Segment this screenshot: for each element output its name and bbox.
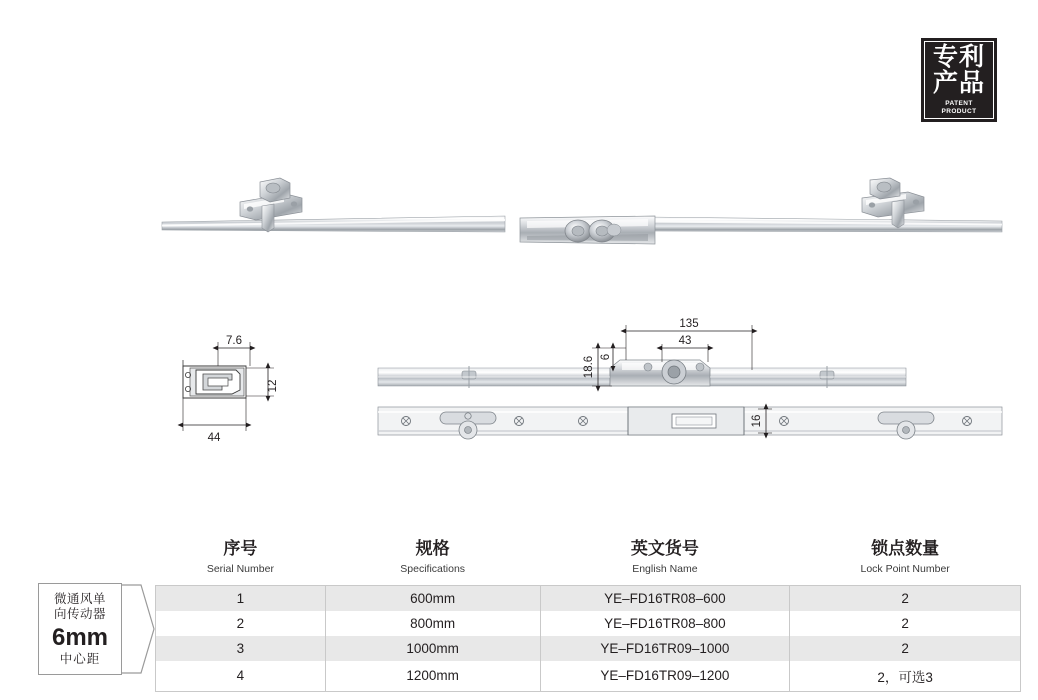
dimension-135: 135 xyxy=(679,318,699,330)
column-header-specifications-en: Specifications xyxy=(400,562,466,575)
column-header-english-name xyxy=(540,538,790,585)
cell-lock-point-number: 2 xyxy=(790,611,1021,636)
cell-specification: 600mm xyxy=(325,585,540,611)
cell-specification: 1000mm xyxy=(325,636,540,661)
dimension-16: 16 xyxy=(751,414,763,428)
cell-lock-point-number: 2，可选3 xyxy=(790,661,1021,692)
product-series-label xyxy=(38,583,122,675)
product-series-label-line1: 微通风单 xyxy=(53,591,106,606)
plan-view xyxy=(378,407,1002,439)
table-row xyxy=(156,611,1021,636)
column-header-serial-number xyxy=(156,538,326,585)
table-row xyxy=(156,585,1021,611)
table-header xyxy=(156,538,1021,585)
column-header-lock-point-number xyxy=(790,538,1021,585)
column-header-lock-point-number-cn: 锁点数量 xyxy=(871,539,940,558)
table-body xyxy=(156,585,1021,691)
patent-badge-cn-line2: 产品 xyxy=(932,68,985,97)
cell-lock-point-number: 2 xyxy=(790,585,1021,611)
cross-section-view xyxy=(183,335,279,444)
column-header-serial-number-en: Serial Number xyxy=(206,562,274,575)
dimension-6: 6 xyxy=(600,353,612,361)
product-series-label-size: 6mm xyxy=(51,623,109,651)
patent-badge-en-line1: PATENT xyxy=(945,100,973,108)
table-row xyxy=(156,661,1021,692)
dimension-18-6: 18.6 xyxy=(583,355,595,379)
column-header-specifications xyxy=(325,538,540,585)
dimension-44: 44 xyxy=(207,432,221,444)
cell-specification: 800mm xyxy=(325,611,540,636)
cell-english-name: YE–FD16TR09–1200 xyxy=(540,661,790,692)
isometric-product-view xyxy=(162,178,1002,244)
patent-badge-en-line2: PRODUCT xyxy=(941,108,977,116)
column-header-serial-number-cn: 序号 xyxy=(223,539,258,558)
product-series-label-line2: 向传动器 xyxy=(53,606,106,621)
dimension-12: 12 xyxy=(267,379,279,393)
cell-serial-number: 4 xyxy=(156,661,326,692)
label-bracket xyxy=(121,583,155,675)
column-header-lock-point-number-en: Lock Point Number xyxy=(860,562,950,575)
column-header-english-name-en: English Name xyxy=(632,562,698,575)
dimension-43: 43 xyxy=(678,335,692,347)
side-elevation-view xyxy=(378,318,906,388)
cell-serial-number: 3 xyxy=(156,636,326,661)
cell-english-name: YE–FD16TR08–600 xyxy=(540,585,790,611)
column-header-english-name-cn: 英文货号 xyxy=(630,539,699,558)
cell-lock-point-number: 2 xyxy=(790,636,1021,661)
cell-serial-number: 1 xyxy=(156,585,326,611)
cell-specification: 1200mm xyxy=(325,661,540,692)
dimension-7-6: 7.6 xyxy=(226,335,242,347)
cell-english-name: YE–FD16TR08–800 xyxy=(540,611,790,636)
specifications-table xyxy=(155,538,1021,692)
product-series-label-line3: 中心距 xyxy=(59,651,101,666)
table-row xyxy=(156,636,1021,661)
cell-serial-number: 2 xyxy=(156,611,326,636)
column-header-specifications-cn: 规格 xyxy=(415,539,450,558)
cell-english-name: YE–FD16TR09–1000 xyxy=(540,636,790,661)
patent-badge-cn-line1: 专利 xyxy=(932,42,985,71)
